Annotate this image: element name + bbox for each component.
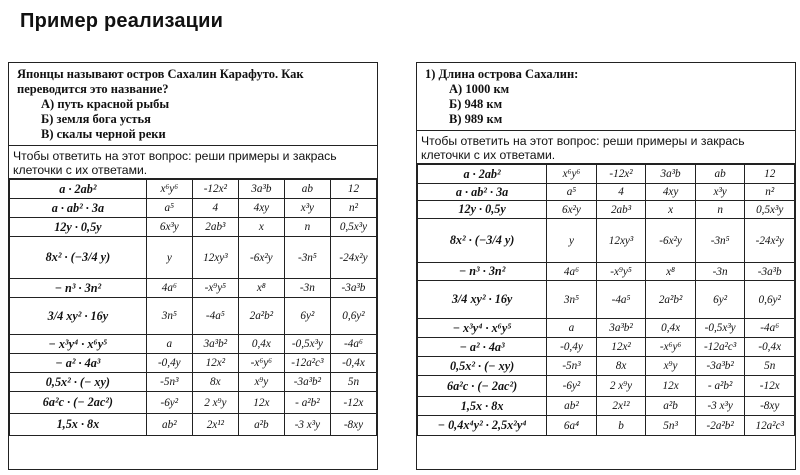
answer-cell[interactable]: -3n⁵ (284, 237, 330, 279)
expression-cell: 1,5x · 8x (418, 397, 547, 416)
answer-cell[interactable]: 4 (596, 184, 646, 201)
expression-cell: 12y · 0,5y (10, 218, 147, 237)
answer-cell[interactable]: 5n (745, 357, 795, 376)
answer-cell[interactable]: -4a⁵ (192, 298, 238, 335)
answer-cell[interactable]: -0,4y (547, 338, 597, 357)
answer-cell[interactable]: -4a⁶ (745, 319, 795, 338)
answer-cell[interactable]: - a²b² (284, 392, 330, 414)
answer-cell[interactable]: 3n⁵ (146, 298, 192, 335)
expression-cell: 1,5x · 8x (10, 414, 147, 436)
question-box (417, 63, 795, 131)
answer-cell[interactable]: x⁶y⁶ (547, 165, 597, 184)
answer-cell[interactable]: -3n⁵ (695, 219, 745, 263)
answer-cell[interactable]: 3a³b² (596, 319, 646, 338)
instruction-text: Чтобы ответить на этот вопрос: реши примеры и закрась клеточки с их ответами. (9, 146, 377, 179)
table-row (10, 298, 377, 335)
answer-cell[interactable]: 4a⁶ (547, 263, 597, 281)
expression-cell: 8x² · (−3/4 y) (10, 237, 147, 279)
question-text: 1) Длина острова Сахалин: (425, 67, 579, 81)
answer-cell[interactable]: -24x²y (330, 237, 376, 279)
answer-cell[interactable]: 12x (646, 376, 696, 397)
answer-cell[interactable]: 12xy³ (192, 237, 238, 279)
answer-cell[interactable]: ab (695, 165, 745, 184)
answer-cell[interactable]: -12x (745, 376, 795, 397)
answer-cell[interactable]: n (284, 218, 330, 237)
answer-option-b: Б) 948 км (449, 97, 503, 111)
answer-cell[interactable]: 4 (192, 199, 238, 218)
table-row (418, 416, 795, 436)
table-row (10, 354, 377, 373)
table-row (10, 335, 377, 354)
answer-cell[interactable]: 3a³b (646, 165, 696, 184)
table-row (10, 279, 377, 298)
question-box (9, 63, 377, 146)
expression-cell: − x³y⁴ · x⁶y⁵ (418, 319, 547, 338)
expression-cell: 8x² · (−3/4 y) (418, 219, 547, 263)
table-row (418, 201, 795, 219)
table-row (10, 237, 377, 279)
answer-cell[interactable]: 12x (238, 392, 284, 414)
answer-cell[interactable]: 12 (330, 180, 376, 199)
answer-cell[interactable]: 2x¹² (192, 414, 238, 436)
answer-cell[interactable]: -4a⁵ (596, 281, 646, 319)
answer-cell[interactable]: y (547, 219, 597, 263)
answer-option-c: В) 989 км (449, 112, 503, 126)
answer-cell[interactable]: -8xy (330, 414, 376, 436)
answer-cell[interactable]: 5n³ (646, 416, 696, 436)
expression-cell: 3/4 xy² · 16y (418, 281, 547, 319)
answer-cell[interactable]: - a²b² (695, 376, 745, 397)
table-row (10, 373, 377, 392)
answer-cell[interactable]: -x⁹y⁵ (192, 279, 238, 298)
answer-cell[interactable]: n² (745, 184, 795, 201)
answer-cell[interactable]: x³y (695, 184, 745, 201)
answer-cell[interactable]: 0,4x (238, 335, 284, 354)
answer-cell[interactable]: 12a²c³ (745, 416, 795, 436)
table-row (418, 184, 795, 201)
answer-cell[interactable]: 12x² (192, 354, 238, 373)
worksheet-left (8, 62, 378, 470)
answer-cell[interactable]: y (146, 237, 192, 279)
answer-cell[interactable]: -5n³ (547, 357, 597, 376)
expression-cell: − n³ · 3n² (418, 263, 547, 281)
table-row (418, 338, 795, 357)
answer-cell[interactable]: a⁵ (547, 184, 597, 201)
answer-cell[interactable]: -6y² (547, 376, 597, 397)
table-row (10, 392, 377, 414)
table-row (418, 376, 795, 397)
answer-cell[interactable]: -12x (330, 392, 376, 414)
answer-cell[interactable]: x³y (284, 199, 330, 218)
answer-cell[interactable]: -6x²y (238, 237, 284, 279)
answer-cell[interactable]: -0,4y (146, 354, 192, 373)
table-row (418, 397, 795, 416)
answer-cell[interactable]: -3a³b² (284, 373, 330, 392)
table-row (418, 357, 795, 376)
answer-cell[interactable]: 6y² (284, 298, 330, 335)
answer-cell[interactable]: -0,5x³y (695, 319, 745, 338)
answer-cell[interactable]: 2 x⁹y (596, 376, 646, 397)
answer-cell[interactable]: b (596, 416, 646, 436)
answer-cell[interactable]: ab² (547, 397, 597, 416)
expression-cell: a · 2ab² (10, 180, 147, 199)
answer-cell[interactable]: a (547, 319, 597, 338)
answer-cell[interactable]: 2x¹² (596, 397, 646, 416)
answer-option-a: А) 1000 км (449, 82, 510, 96)
table-row (10, 414, 377, 436)
exercise-table (417, 164, 795, 436)
answer-cell[interactable]: 5n (330, 373, 376, 392)
expression-cell: a · ab² · 3a (10, 199, 147, 218)
answer-cell[interactable]: -0,5x³y (284, 335, 330, 354)
table-row (10, 199, 377, 218)
answer-cell[interactable]: -5n³ (146, 373, 192, 392)
answer-cell[interactable]: -4a⁶ (330, 335, 376, 354)
answer-cell[interactable]: n² (330, 199, 376, 218)
answer-cell[interactable]: x (238, 218, 284, 237)
answer-cell[interactable]: 4xy (646, 184, 696, 201)
answer-cell[interactable]: ab² (146, 414, 192, 436)
answer-cell[interactable]: 2a²b² (238, 298, 284, 335)
answer-cell[interactable]: 6y² (695, 281, 745, 319)
instruction-text: Чтобы ответить на этот вопрос: реши примеры и закрась клеточки с их ответами. (417, 131, 795, 164)
answer-cell[interactable]: -3 x³y (284, 414, 330, 436)
answer-cell[interactable]: -12a²c³ (695, 338, 745, 357)
answer-cell[interactable]: a⁵ (146, 199, 192, 218)
table-row (10, 180, 377, 199)
table-row (418, 219, 795, 263)
expression-cell: 12y · 0,5y (418, 201, 547, 219)
table-row (418, 319, 795, 338)
expression-cell: − x³y⁴ · x⁶y⁵ (10, 335, 147, 354)
answer-cell[interactable]: -2a²b² (695, 416, 745, 436)
answer-cell[interactable]: -x⁶y⁶ (646, 338, 696, 357)
answer-cell[interactable]: x⁸ (238, 279, 284, 298)
answer-cell[interactable]: -6x²y (646, 219, 696, 263)
answer-cell[interactable]: x⁹y (238, 373, 284, 392)
expression-cell: − n³ · 3n² (10, 279, 147, 298)
answer-cell[interactable]: a²b (238, 414, 284, 436)
answer-cell[interactable]: 12x² (596, 338, 646, 357)
answer-cell[interactable]: 0,5x³y (745, 201, 795, 219)
answer-cell[interactable]: 3a³b (238, 180, 284, 199)
answer-option-a: А) путь красной рыбы (41, 97, 170, 111)
expression-cell: − a² · 4a³ (418, 338, 547, 357)
answer-cell[interactable]: 12xy³ (596, 219, 646, 263)
answer-cell[interactable]: -12x² (192, 180, 238, 199)
worksheet-right (416, 62, 796, 470)
answer-cell[interactable]: -3a³b (330, 279, 376, 298)
answer-cell[interactable]: 8x (596, 357, 646, 376)
answer-cell[interactable]: ab (284, 180, 330, 199)
answer-cell[interactable]: 2ab³ (192, 218, 238, 237)
table-row (418, 263, 795, 281)
answer-cell[interactable]: 6a⁴ (547, 416, 597, 436)
page-title: Пример реализации (20, 10, 224, 32)
expression-cell: a · ab² · 3a (418, 184, 547, 201)
answer-cell[interactable]: -3n (284, 279, 330, 298)
exercise-table (9, 179, 377, 436)
answer-cell[interactable]: -24x²y (745, 219, 795, 263)
answer-cell[interactable]: 4a⁶ (146, 279, 192, 298)
expression-cell: − 0,4x⁴y² · 2,5x²y⁴ (418, 416, 547, 436)
answer-option-c: В) скалы черной реки (41, 127, 166, 141)
answer-cell[interactable]: -0,4x (330, 354, 376, 373)
table-row (418, 281, 795, 319)
answer-cell[interactable]: 3a³b² (192, 335, 238, 354)
answer-cell[interactable]: 0,6y² (745, 281, 795, 319)
answer-cell[interactable]: 2a²b² (646, 281, 696, 319)
expression-cell: − a² · 4a³ (10, 354, 147, 373)
answer-cell[interactable]: 2ab³ (596, 201, 646, 219)
answer-cell[interactable]: -x⁶y⁶ (238, 354, 284, 373)
answer-cell[interactable]: 2 x⁹y (192, 392, 238, 414)
answer-cell[interactable]: -12a²c³ (284, 354, 330, 373)
answer-cell[interactable]: n (695, 201, 745, 219)
question-text: Японцы называют остров Сахалин Карафуто. Как переводится это название? (17, 67, 304, 96)
answer-cell[interactable]: 0,5x³y (330, 218, 376, 237)
answer-cell[interactable]: -8xy (745, 397, 795, 416)
answer-cell[interactable]: x⁹y (646, 357, 696, 376)
answer-cell[interactable]: -x⁹y⁵ (596, 263, 646, 281)
table-row (10, 218, 377, 237)
answer-cell[interactable]: x⁸ (646, 263, 696, 281)
answer-cell[interactable]: 3n⁵ (547, 281, 597, 319)
answer-cell[interactable]: a²b (646, 397, 696, 416)
table-row (418, 165, 795, 184)
answer-cell[interactable]: a (146, 335, 192, 354)
answer-cell[interactable]: -3 x³y (695, 397, 745, 416)
answer-cell[interactable]: 4xy (238, 199, 284, 218)
answer-cell[interactable]: x (646, 201, 696, 219)
answer-cell[interactable]: 0,4x (646, 319, 696, 338)
answer-cell[interactable]: -3n (695, 263, 745, 281)
answer-option-b: Б) земля бога устья (41, 112, 151, 126)
answer-cell[interactable]: -12x² (596, 165, 646, 184)
answer-cell[interactable]: -0,4x (745, 338, 795, 357)
answer-cell[interactable]: -3a³b² (695, 357, 745, 376)
answer-cell[interactable]: -6y² (146, 392, 192, 414)
answer-cell[interactable]: x⁶y⁶ (146, 180, 192, 199)
expression-cell: 0,5x² · (− xy) (10, 373, 147, 392)
answer-cell[interactable]: 0,6y² (330, 298, 376, 335)
expression-cell: a · 2ab² (418, 165, 547, 184)
expression-cell: 3/4 xy² · 16y (10, 298, 147, 335)
answer-cell[interactable]: 12 (745, 165, 795, 184)
answer-cell[interactable]: 6x³y (146, 218, 192, 237)
expression-cell: 6a²c · (− 2ac²) (418, 376, 547, 397)
expression-cell: 6a²c · (− 2ac²) (10, 392, 147, 414)
answer-cell[interactable]: 8x (192, 373, 238, 392)
expression-cell: 0,5x² · (− xy) (418, 357, 547, 376)
answer-cell[interactable]: 6x²y (547, 201, 597, 219)
answer-cell[interactable]: -3a³b (745, 263, 795, 281)
